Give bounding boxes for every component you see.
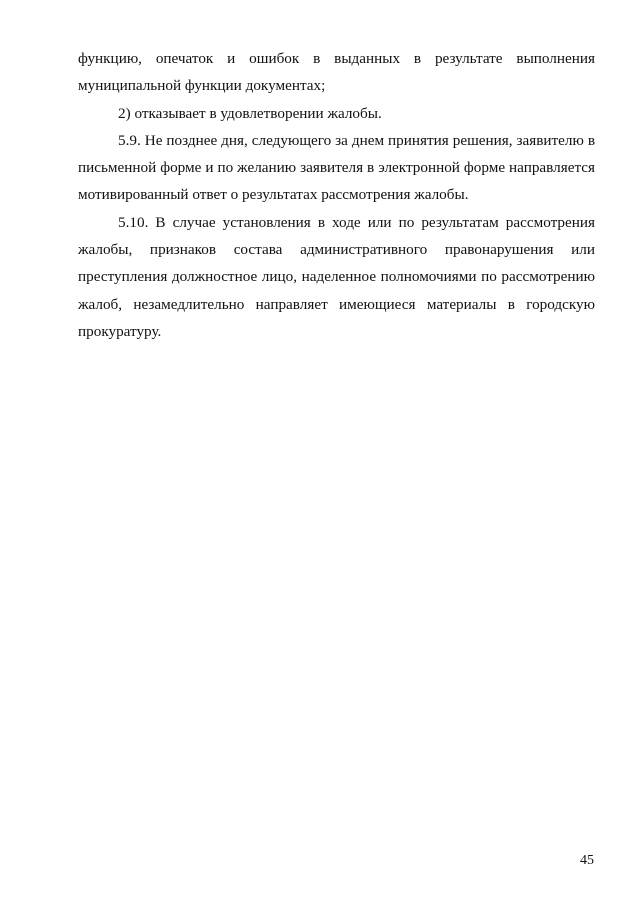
paragraph-item-2 [78,100,595,127]
text-line: письменной форме и по желанию заявителя в электронной форме направляется [78,159,595,177]
text-line: 5.9. Не позднее дня, следующего за днем принятия решения, заявителю в [118,131,595,149]
text-line: преступления должностное лицо, наделенное полномочиями по рассмотрению [78,268,595,286]
text-line: функцию, опечаток и ошибок в выданных в результате выполнения [78,50,595,67]
body-text [78,45,595,345]
text-line: жалобы, признаков состава административного правонарушения или [78,241,595,259]
text-line: жалоб, незамедлительно направляет имеющиеся материалы в городскую [78,295,595,313]
paragraph-5-10 [78,209,595,345]
text-line: мотивированный ответ о результатах рассмотрения жалобы. [78,186,469,204]
text-line: 2) отказывает в удовлетворении жалобы. [118,104,382,122]
text-line: прокуратуру. [78,322,162,340]
page-number: 45 [580,853,594,868]
text-line: 5.10. В случае установления в ходе или по результатам рассмотрения [118,213,595,231]
text-line: муниципальной функции документах; [78,77,326,95]
paragraph-5-9 [78,127,595,209]
paragraph-continuation [78,45,595,100]
